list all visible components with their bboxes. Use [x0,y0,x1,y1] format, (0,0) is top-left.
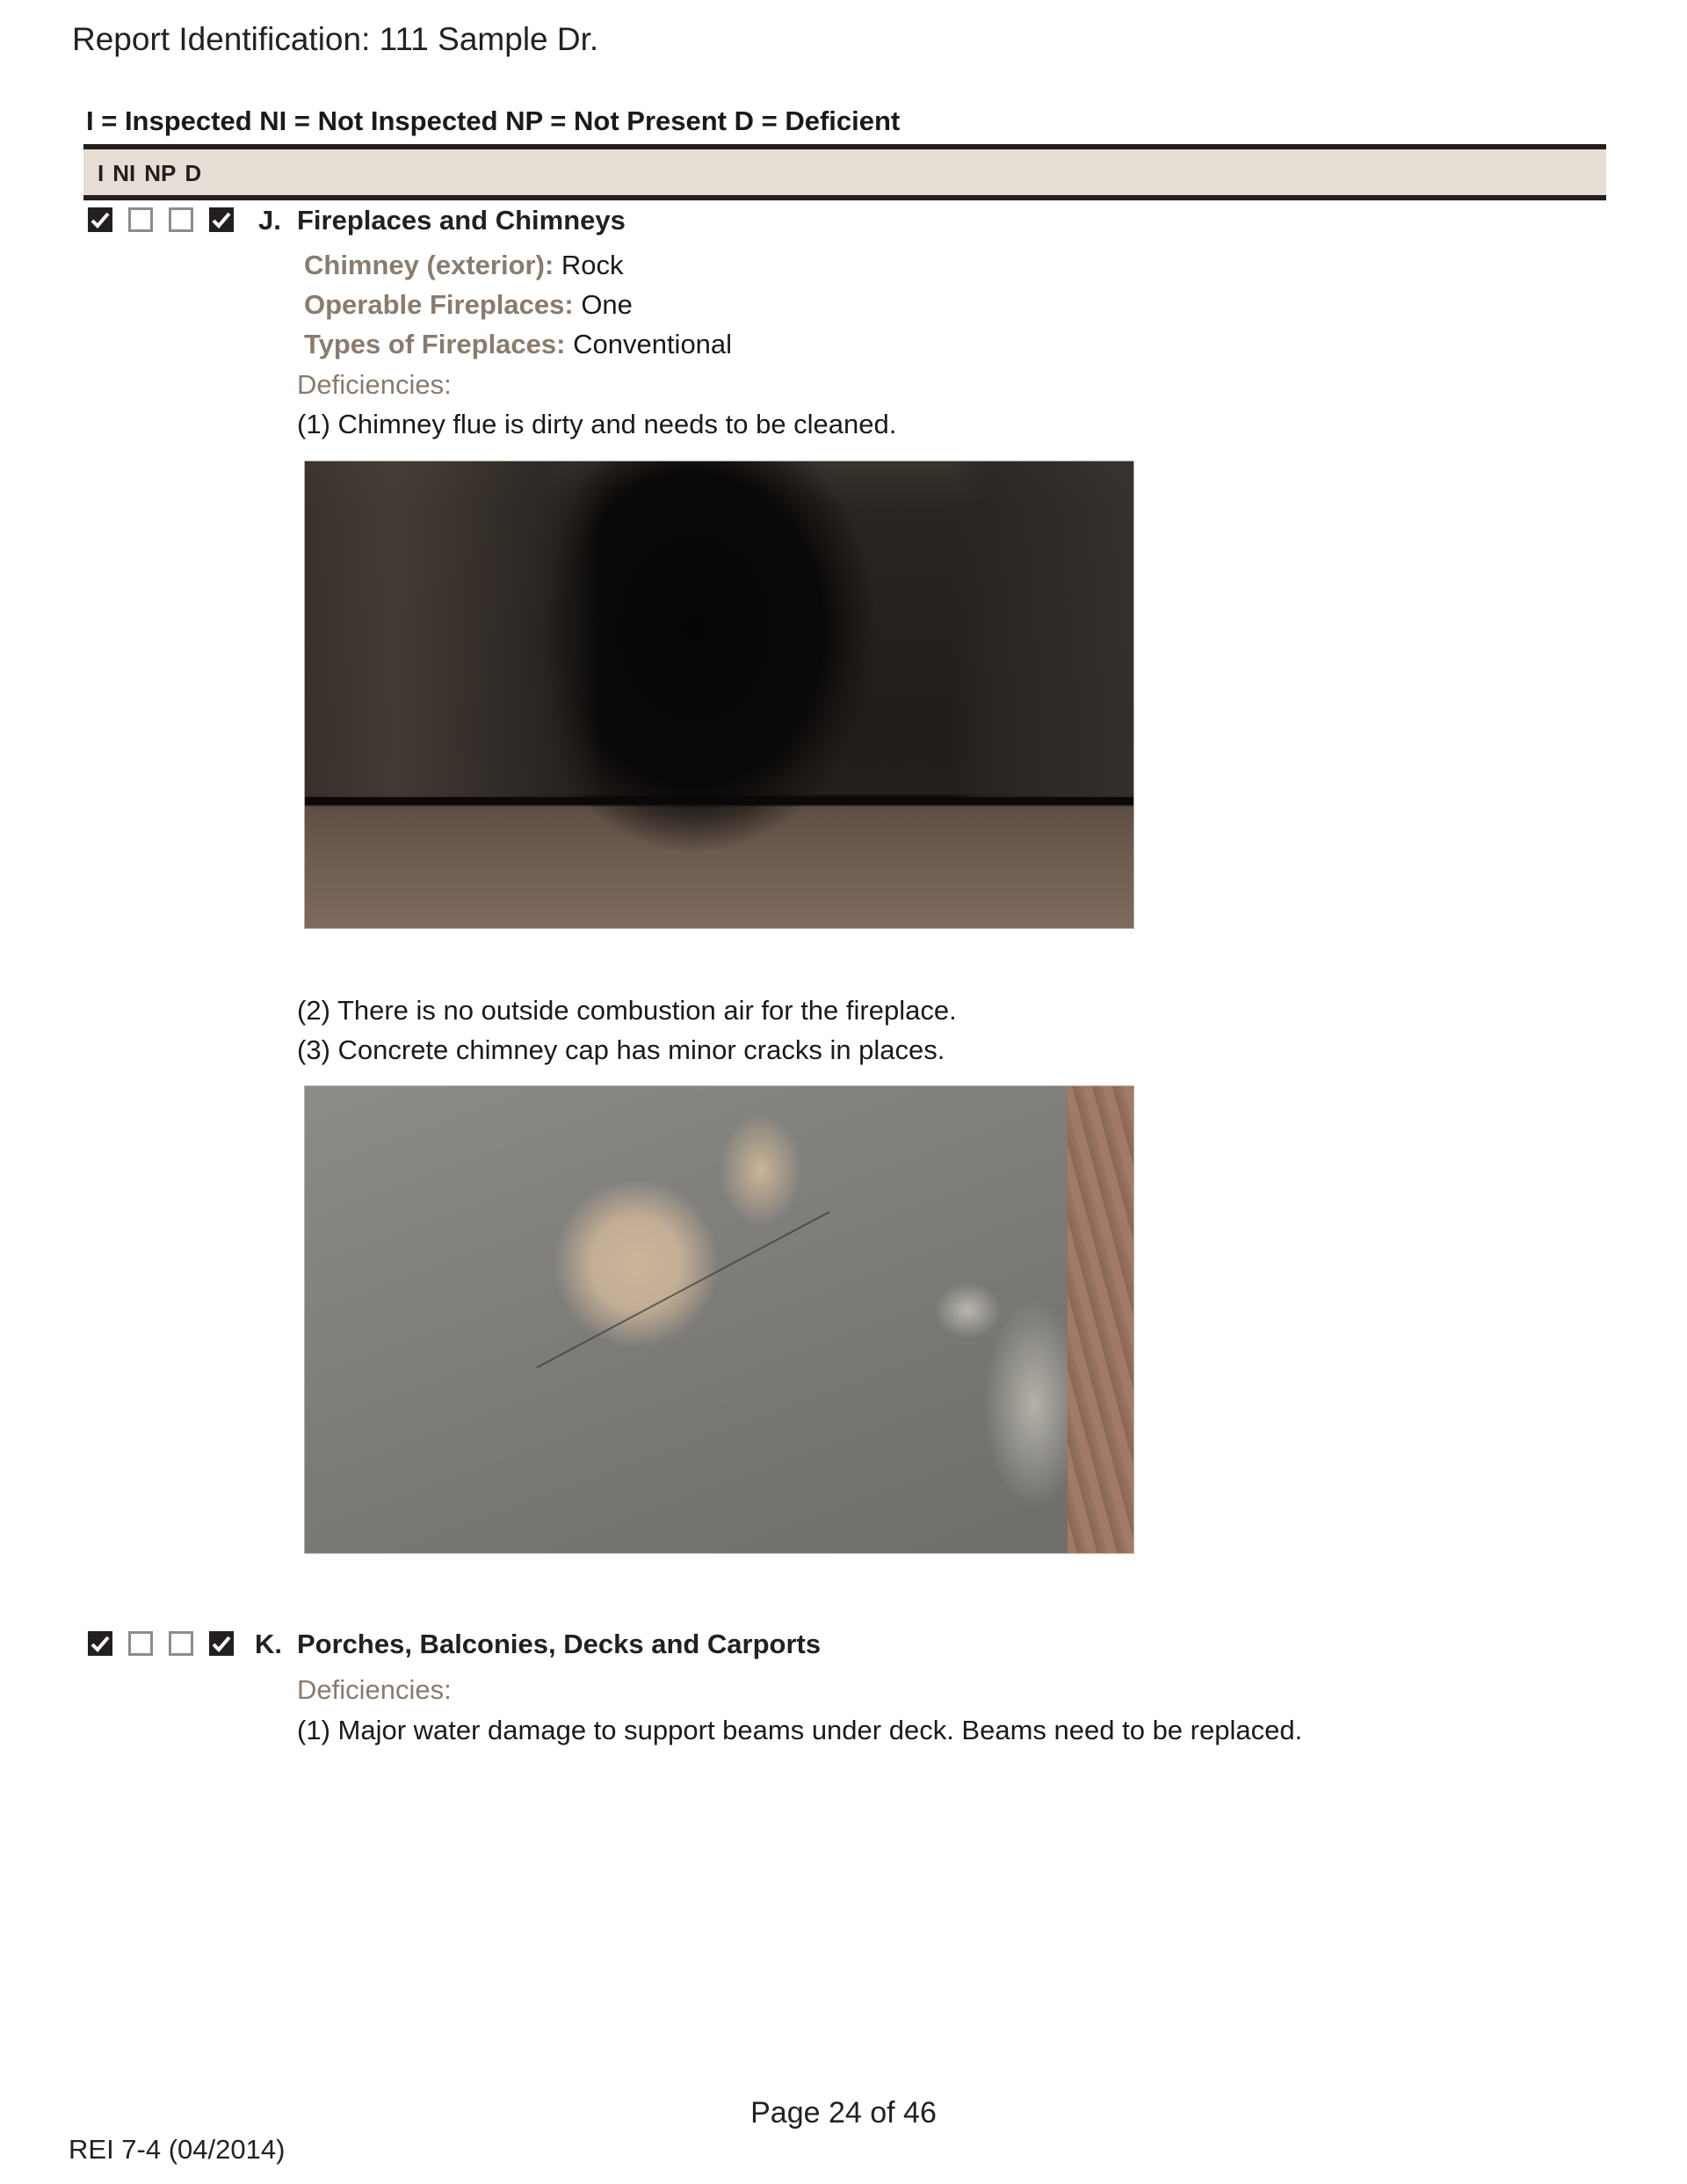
checkbox-not-inspected-k[interactable] [128,1631,153,1656]
checkbox-not-present-j[interactable] [169,207,193,232]
deficiency-item: (2) There is no outside combustion air for the fireplace. [297,995,957,1026]
checkbox-deficient-k[interactable] [209,1631,234,1656]
column-label-i: I [98,160,105,186]
checkbox-not-inspected-j[interactable] [128,207,153,232]
property-label: Types of Fireplaces: [304,329,566,359]
section-title: Fireplaces and Chimneys [297,205,626,236]
inspection-legend: I = Inspected NI = Not Inspected NP = Not Present D = Deficient [86,105,901,136]
checkmark-icon [91,210,110,229]
deficiency-item: (1) Major water damage to support beams under deck. Beams need to be replaced. [297,1715,1303,1745]
roof-shingles-texture [1068,1086,1133,1553]
checkmark-icon [212,1634,231,1653]
property-label: Operable Fireplaces: [304,289,574,320]
section-letter: J. [258,205,281,236]
column-header-bar [83,144,1606,200]
page-number: Page 24 of 46 [750,2096,937,2130]
photo-texture [305,461,603,797]
form-identifier: REI 7-4 (04/2014) [69,2134,286,2165]
property-label: Chimney (exterior): [304,250,554,280]
checkmark-icon [212,210,231,229]
column-label-np: NP [144,160,177,186]
dirty-chimney-flue-photo [304,461,1134,929]
checkbox-inspected-j[interactable] [88,207,112,232]
column-label-d: D [185,160,202,186]
photo-texture [952,461,1133,797]
deficiency-item: (1) Chimney flue is dirty and needs to be cleaned. [297,409,897,439]
deficiencies-label: Deficiencies: [297,369,452,400]
checkmark-icon [91,1634,110,1653]
property-value: Conventional [573,329,733,359]
column-label-ni: NI [112,160,136,186]
checkbox-deficient-j[interactable] [209,207,234,232]
section-title: Porches, Balconies, Decks and Carports [297,1629,822,1659]
property-chimney-exterior [304,250,624,281]
checkbox-inspected-k[interactable] [88,1631,112,1656]
report-identification: Report Identification: 111 Sample Dr. [72,21,599,57]
crack-line [537,1211,830,1368]
section-letter: K. [255,1629,282,1659]
column-header-labels [98,160,210,187]
property-value: One [581,289,633,320]
checkbox-not-present-k[interactable] [169,1631,193,1656]
property-types-of-fireplaces [304,329,732,360]
deficiency-item: (3) Concrete chimney cap has minor cracks in places. [297,1034,945,1065]
cracked-chimney-cap-photo [304,1085,1134,1554]
deficiencies-label: Deficiencies: [297,1674,452,1705]
property-operable-fireplaces [304,289,633,321]
property-value: Rock [561,250,624,280]
